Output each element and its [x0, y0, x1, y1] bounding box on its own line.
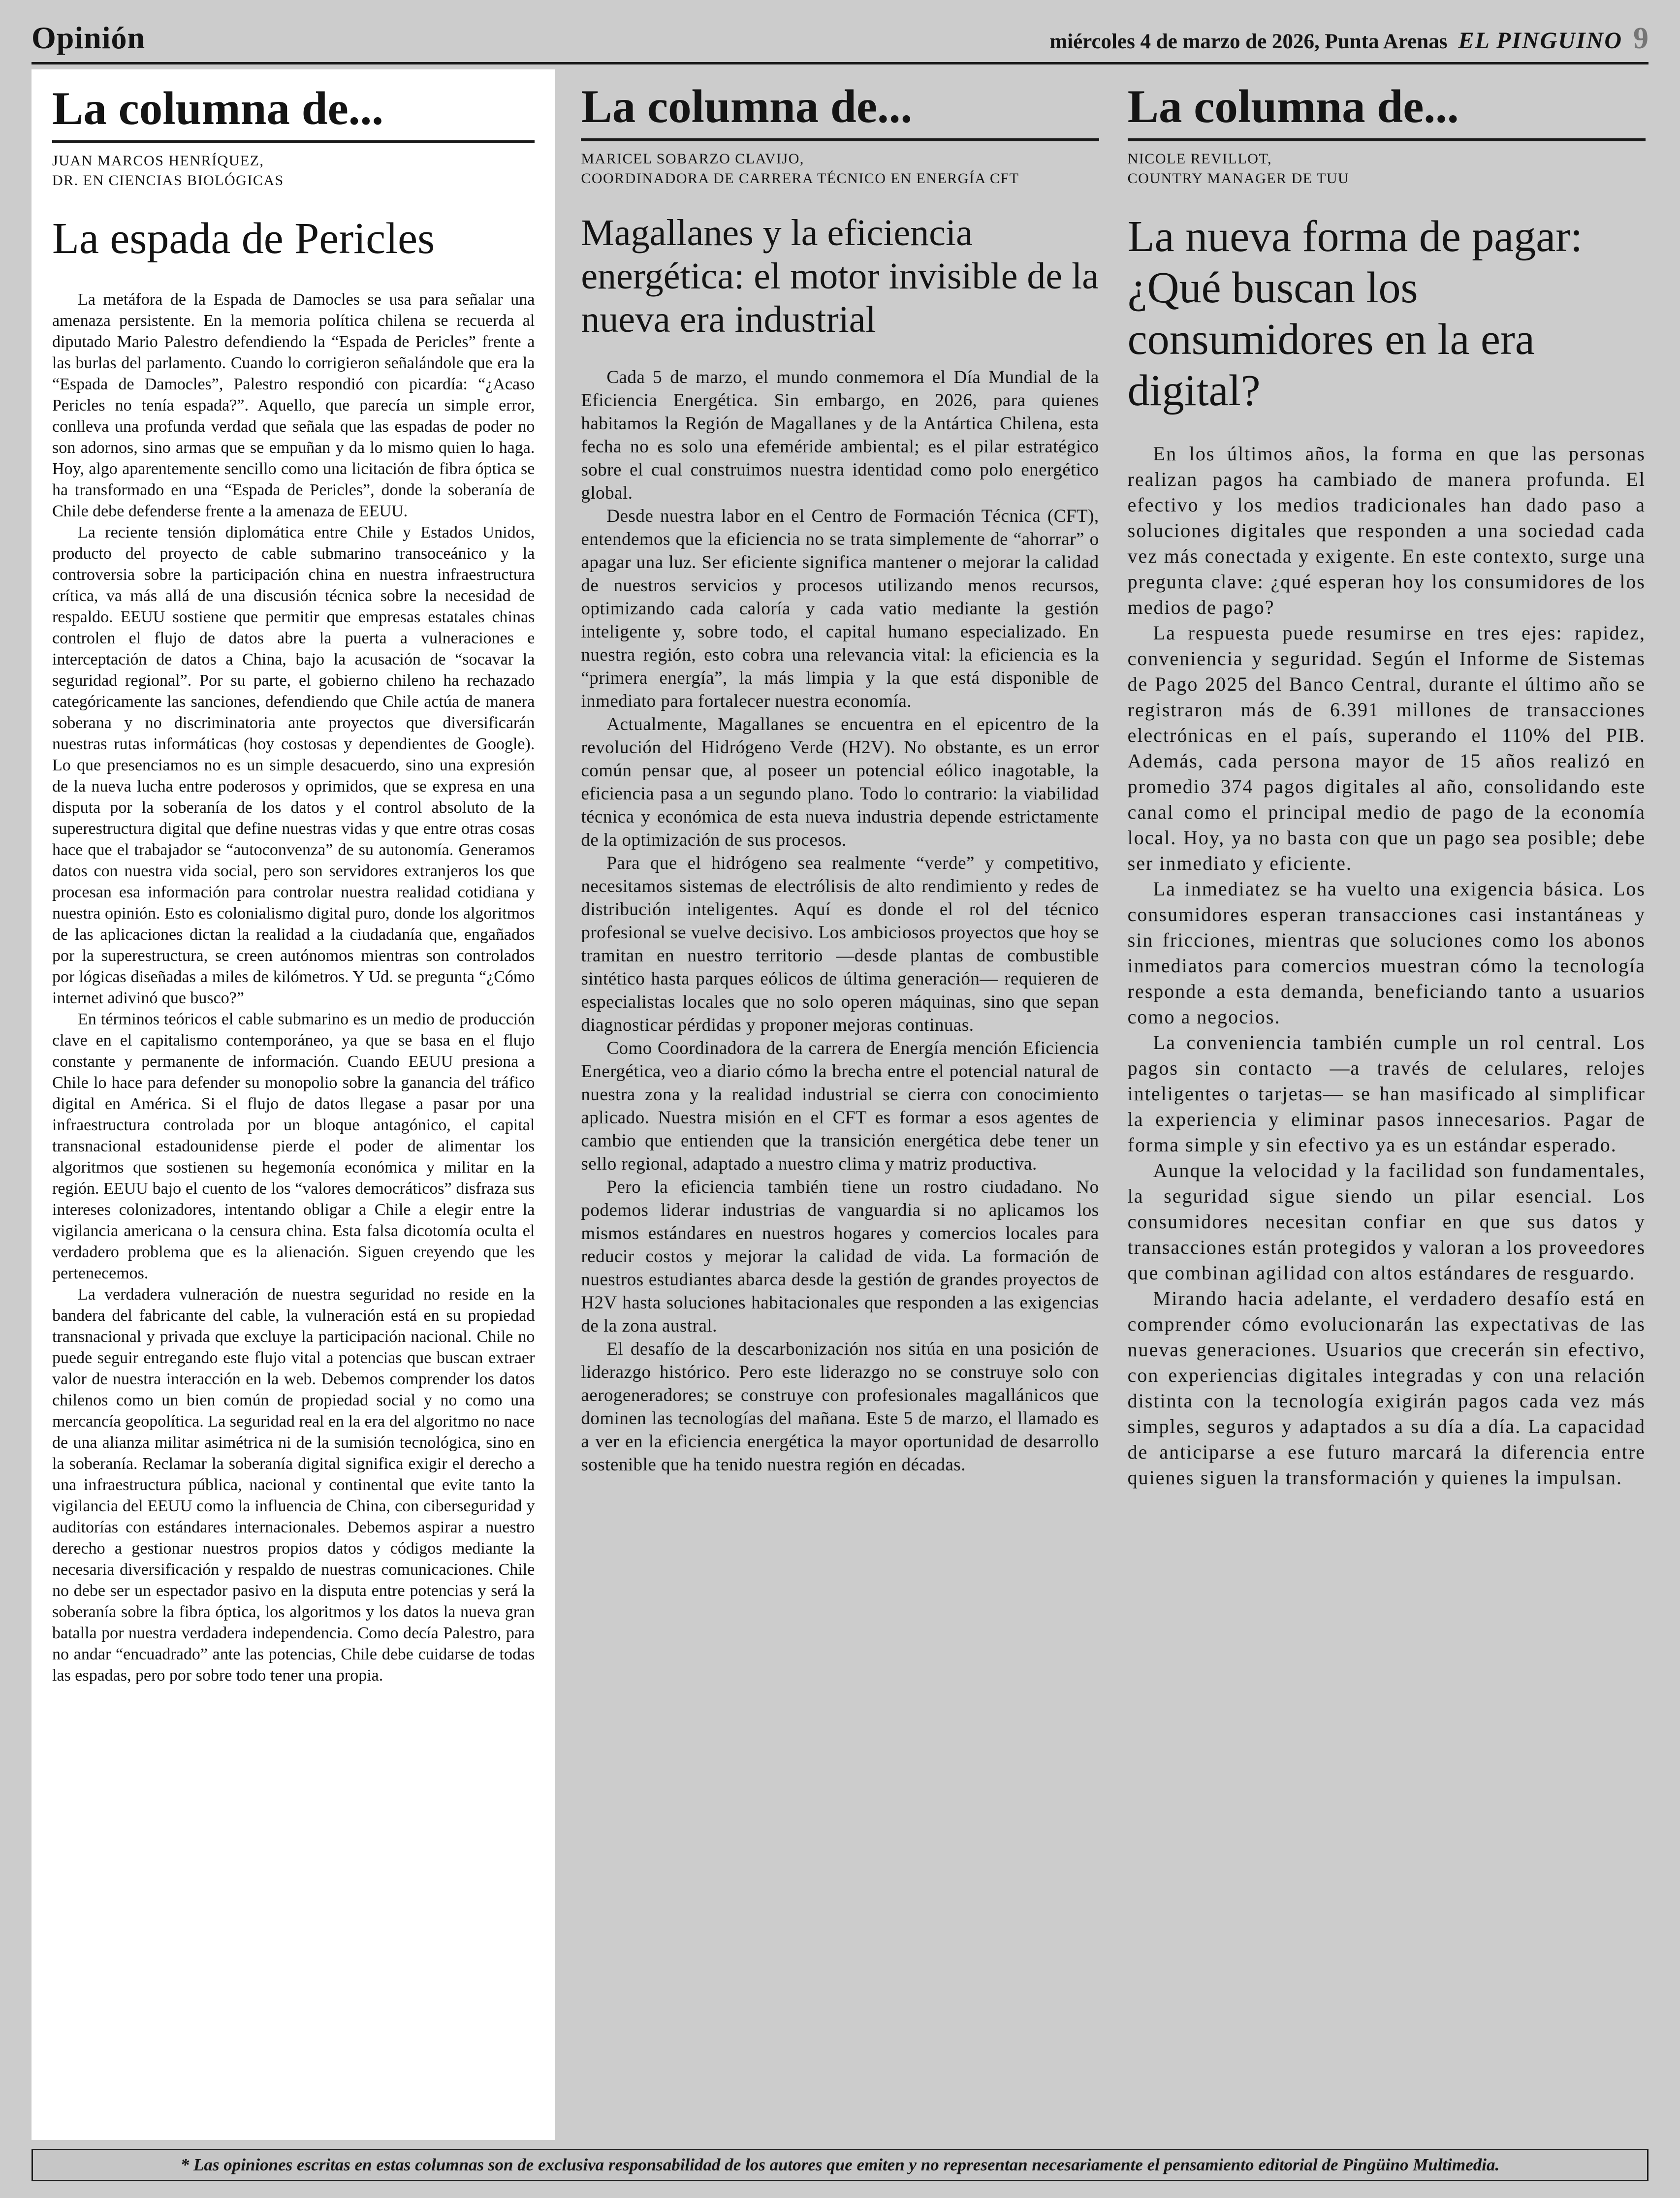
author-role: COUNTRY MANAGER DE TUU — [1127, 170, 1350, 187]
section-title: Opinión — [32, 20, 146, 55]
masthead — [32, 20, 1648, 64]
kicker-divider — [52, 140, 535, 143]
dateline: miércoles 4 de marzo de 2026, Punta Arenas — [1049, 30, 1448, 53]
article-paragraph: La respuesta puede resumirse en tres ejes: rapidez, conveniencia y seguridad. Según el Informe de Sistemas de Pago 2025 del Banco Central, durante el último año se registraron más de 6.391 millones de transacciones electrónicas en el país, superando el 110% del PIB. Además, cada persona mayor de 15 años realizó en promedio 374 pagos digitales al año, consolidando este canal como el principal medio de pago de la economía local. Hoy, ya no basta con que un pago sea posible; debe ser inmediato y eficiente. — [1127, 622, 1646, 875]
article-body — [52, 289, 535, 1686]
author-block — [52, 151, 535, 191]
editorial-disclaimer: * Las opiniones escritas en estas columnas son de exclusiva responsabilidad de los autores que emiten y no representan necesariamente el pensamiento editorial de Pingüino Multimedia. — [32, 2149, 1648, 2181]
article-paragraph: Cada 5 de marzo, el mundo conmemora el Día Mundial de la Eficiencia Energética. Sin embargo, en 2026, para quienes habitamos la Región de Magallanes y de la Antártica Chilena, esta fecha no es solo una efeméride ambiental; es el pilar estratégico sobre el cual construimos nuestra identidad como polo energético global. — [581, 367, 1099, 504]
author-name: JUAN MARCOS HENRÍQUEZ, — [52, 152, 264, 169]
article-paragraph: La metáfora de la Espada de Damocles se usa para señalar una amenaza persistente. En la memoria política chilena se recuerda al diputado Mario Palestro defendiendo la “Espada de Pericles” frente a las burlas del parlamento. Cuando lo corrigieron señalándole que era la “Espada de Damocles”, Palestro respondió con picardía: “¿Acaso Pericles no tenía espada?”. Aquello, que parecía un simple error, conlleva una profunda verdad que señala que las espadas de poder no son adornos, sino armas que se empuñan y da lo mismo quien lo haga. Hoy, algo aparentemente sencillo como una licitación de fibra óptica se ha transformado en una “Espada de Pericles”, donde la soberanía de Chile debe defenderse frente a la amenaza de EEUU. — [52, 290, 535, 521]
author-block — [1128, 149, 1646, 189]
article-title: La espada de Pericles — [52, 214, 435, 263]
masthead-right — [1049, 21, 1648, 56]
opinion-column-3 — [1125, 69, 1648, 2140]
article-paragraph: La verdadera vulneración de nuestra seguridad no reside en la bandera del fabricante del cable, la vulneración está en su propiedad transnacional y privada que excluye la participación nacional. Chile no puede seguir entregando este flujo vital a potencias que buscan extraer valor de nuestra interacción en la web. Debemos comprender los datos chilenos como un bien común de propiedad social y no como una mercancía geopolítica. La seguridad real en la era del algoritmo no nace de una alianza militar asimétrica ni de la sumisión tecnológica, sino en la soberanía. Reclamar la soberanía digital significa exigir el derecho a una infraestructura pública, nacional y continental que evite tanto la vigilancia del EEUU como la influencia de China, con ciberseguridad y auditorías con estándares internacionales. Debemos aspirar a nuestro derecho a gestionar nuestros propios datos y códigos mediante la necesaria diversificación y respaldo de nuestras comunicaciones. Chile no debe ser un espectador pasivo en la disputa entre potencias y será la soberanía sobre la fibra óptica, los algoritmos y los datos la nueva gran batalla por nuestra verdadera independencia. Como decía Palestro, para no andar “encuadrado” ante las potencias, Chile debe cuidarse de todas las espadas, pero por sobre todo tener una propia. — [52, 1285, 535, 1685]
opinion-column-2 — [578, 69, 1102, 2140]
article-title: La nueva forma de pagar: ¿Qué buscan los consumidores en la era digital? — [1127, 212, 1583, 415]
article-paragraph: Como Coordinadora de la carrera de Energía mención Eficiencia Energética, veo a diario cómo la brecha entre el potencial natural de nuestra zona y la realidad industrial se cierra con conocimiento aplicado. Nuestra misión en el CFT es formar a esos agentes de cambio que entienden que la transición energética debe tener un sello regional, adaptado a nuestro clima y matriz productiva. — [581, 1038, 1099, 1175]
newspaper-brand: EL PINGUINO — [1458, 28, 1622, 54]
article-paragraph: En términos teóricos el cable submarino es un medio de producción clave en el capitalismo contemporáneo, ya que se basa en el flujo constante y permanente de información. Cuando EEUU presiona a Chile lo hace para defender su monopolio sobre la ganancia del tráfico digital en América. Si el flujo de datos llegase a pasar por una infraestructura controlada por un bloque antagónico, el capital transnacional estadounidense pierde el poder de alimentar los algoritmos que sostienen su hegemonía económica y militar en la región. EEUU bajo el cuento de los “valores democráticos” disfraza sus intereses colonizadores, intentando obligar a Chile a elegir entre la vigilancia americana o la censura china. Esta falsa dicotomía oculta el verdadero problema que es la alienación. Siguen creyendo que les pertenecemos. — [52, 1010, 535, 1283]
page-number: 9 — [1633, 22, 1648, 55]
kicker-divider — [1128, 138, 1646, 141]
article-body — [1128, 441, 1646, 1491]
article-paragraph: La inmediatez se ha vuelto una exigencia básica. Los consumidores esperan transacciones casi instantáneas y sin fricciones, mientras que soluciones como los abonos inmediatos para comercios muestran cómo la tecnología responde a esta demanda, beneficiando tanto a usuarios como a negocios. — [1127, 878, 1646, 1028]
column-kicker: La columna de... — [52, 82, 383, 134]
opinion-column-1 — [32, 69, 555, 2140]
column-kicker: La columna de... — [1127, 80, 1459, 132]
article-paragraph: Pero la eficiencia también tiene un rostro ciudadano. No podemos liderar industrias de vanguardia si no aplicamos los mismos estándares en nuestros hogares y comercios locales para reducir costos y mejorar la calidad de vida. La formación de nuestros estudiantes abarca desde la gestión de grandes proyectos de H2V hasta soluciones habitacionales que responden a las exigencias de la zona austral. — [581, 1177, 1099, 1337]
article-paragraph: Para que el hidrógeno sea realmente “verde” y competitivo, necesitamos sistemas de electrólisis de alto rendimiento y redes de distribución inteligentes. Aquí es donde el rol del técnico profesional se vuelve decisivo. Los ambiciosos proyectos que hoy se tramitan en nuestro territorio —desde plantas de combustible sintético hasta parques eólicos de última generación— requieren de especialistas locales que no solo operen máquinas, sino que sepan diagnosticar pérdidas y proponer mejoras continuas. — [581, 853, 1099, 1036]
article-paragraph: Desde nuestra labor en el Centro de Formación Técnica (CFT), entendemos que la eficiencia no se trata simplemente de “ahorrar” o apagar una luz. Ser eficiente significa mantener o mejorar la calidad de nuestros servicios y procesos utilizando menos recursos, optimizando cada caloría y cada vatio mediante la gestión inteligente y, sobre todo, el capital humano especializado. En nuestra región, esto cobra una relevancia vital: la eficiencia es la “primera energía”, la más limpia y la que está disponible de inmediato para fortalecer nuestra economía. — [581, 506, 1099, 712]
article-paragraph: La conveniencia también cumple un rol central. Los pagos sin contacto —a través de celulares, relojes inteligentes o tarjetas— se han masificado al simplificar la experiencia y eliminar pasos innecesarios. Pagar de forma simple y sin efectivo ya es un estándar esperado. — [1127, 1031, 1646, 1156]
author-name: MARICEL SOBARZO CLAVIJO, — [581, 150, 804, 167]
article-paragraph: Actualmente, Magallanes se encuentra en el epicentro de la revolución del Hidrógeno Verde (H2V). No obstante, es un error común pensar que, al poseer un potencial eólico inagotable, la eficiencia pasa a un segundo plano. Todo lo contrario: la viabilidad técnica y económica de esta nueva industria depende estrictamente de la optimización de sus procesos. — [581, 714, 1099, 851]
article-paragraph: La reciente tensión diplomática entre Chile y Estados Unidos, producto del proyecto de cable submarino transoceánico y la controversia sobre la participación china en nuestra infraestructura crítica, va más allá de una discusión técnica sobre la necesidad de respaldo. EEUU sostiene que permitir que empresas estatales chinas controlen el flujo de datos abre la puerta a vulneraciones e interceptación de datos a China, bajo la acusación de “socavar la seguridad regional”. Por su parte, el gobierno chileno ha rechazado categóricamente las sanciones, defendiendo que Chile actúa de manera soberana y no discriminatoria ante proyectos que diversificarán nuestras rutas informáticas (hoy costosas y dependientes de Google). Lo que presenciamos no es un simple desacuerdo, sino una expresión de la nueva lucha entre poderosos y oprimidos, que se expresa en una disputa por la soberanía de los datos y el control absoluto de la superestructura digital que define nuestras vidas y que entre otras cosas hace que el trabajador se “autoconvenza” de su autonomía. Generamos datos con nuestra vida social, pero son servidores extranjeros los que procesan esa información para controlar nuestra realidad cotidiana y nuestra opinión. Esto es colonialismo digital puro, donde los algoritmos de las aplicaciones dictan la realidad a la ciudadanía que, engañados por la superestructura, se creen autónomos mientras son controlados por lógicas diseñadas a miles de kilómetros. Y Ud. se pregunta “¿Cómo internet adivinó que busco?” — [52, 523, 535, 1008]
article-paragraph: El desafío de la descarbonización nos sitúa en una posición de liderazgo histórico. Pero este liderazgo no se construye solo con aerogeneradores; se construye con profesionales magallánicos que dominen las tecnologías del mañana. Este 5 de marzo, el llamado es a ver en la eficiencia energética la mayor oportunidad de desarrollo sostenible que ha tenido nuestra región en décadas. — [581, 1339, 1099, 1475]
article-body — [581, 366, 1099, 1476]
article-paragraph: Aunque la velocidad y la facilidad son fundamentales, la seguridad sigue siendo un pilar esencial. Los consumidores necesitan confiar en que sus datos y transacciones están protegidos y valoran a los proveedores que combinan agilidad con altos estándares de resguardo. — [1127, 1159, 1646, 1284]
article-paragraph: En los últimos años, la forma en que las personas realizan pagos ha cambiado de manera profunda. El efectivo y los medios tradicionales han dado paso a soluciones digitales que responden a una sociedad cada vez más conectada y exigente. En este contexto, surge una pregunta clave: ¿qué esperan hoy los consumidores de los medios de pago? — [1127, 443, 1646, 619]
column-kicker: La columna de... — [581, 80, 913, 132]
opinion-columns — [32, 69, 1648, 2140]
article-paragraph: Mirando hacia adelante, el verdadero desafío está en comprender cómo evolucionarán las expectativas de las nuevas generaciones. Usuarios que crecerán sin efectivo, con experiencias digitales integradas y con una relación distinta con la tecnología exigirán pagos cada vez más simples, seguros y adaptados a su día a día. La capacidad de anticiparse a ese futuro marcará la diferencia entre quienes siguen la transformación y quienes la impulsan. — [1127, 1287, 1646, 1489]
author-role: COORDINADORA DE CARRERA TÉCNICO EN ENERGÍA CFT — [581, 170, 1019, 187]
article-title: Magallanes y la eficiencia energética: el motor invisible de la nueva era industrial — [581, 212, 1099, 341]
kicker-divider — [581, 138, 1099, 141]
author-block — [581, 149, 1099, 189]
author-name: NICOLE REVILLOT, — [1127, 150, 1272, 167]
author-role: DR. EN CIENCIAS BIOLÓGICAS — [52, 172, 284, 189]
